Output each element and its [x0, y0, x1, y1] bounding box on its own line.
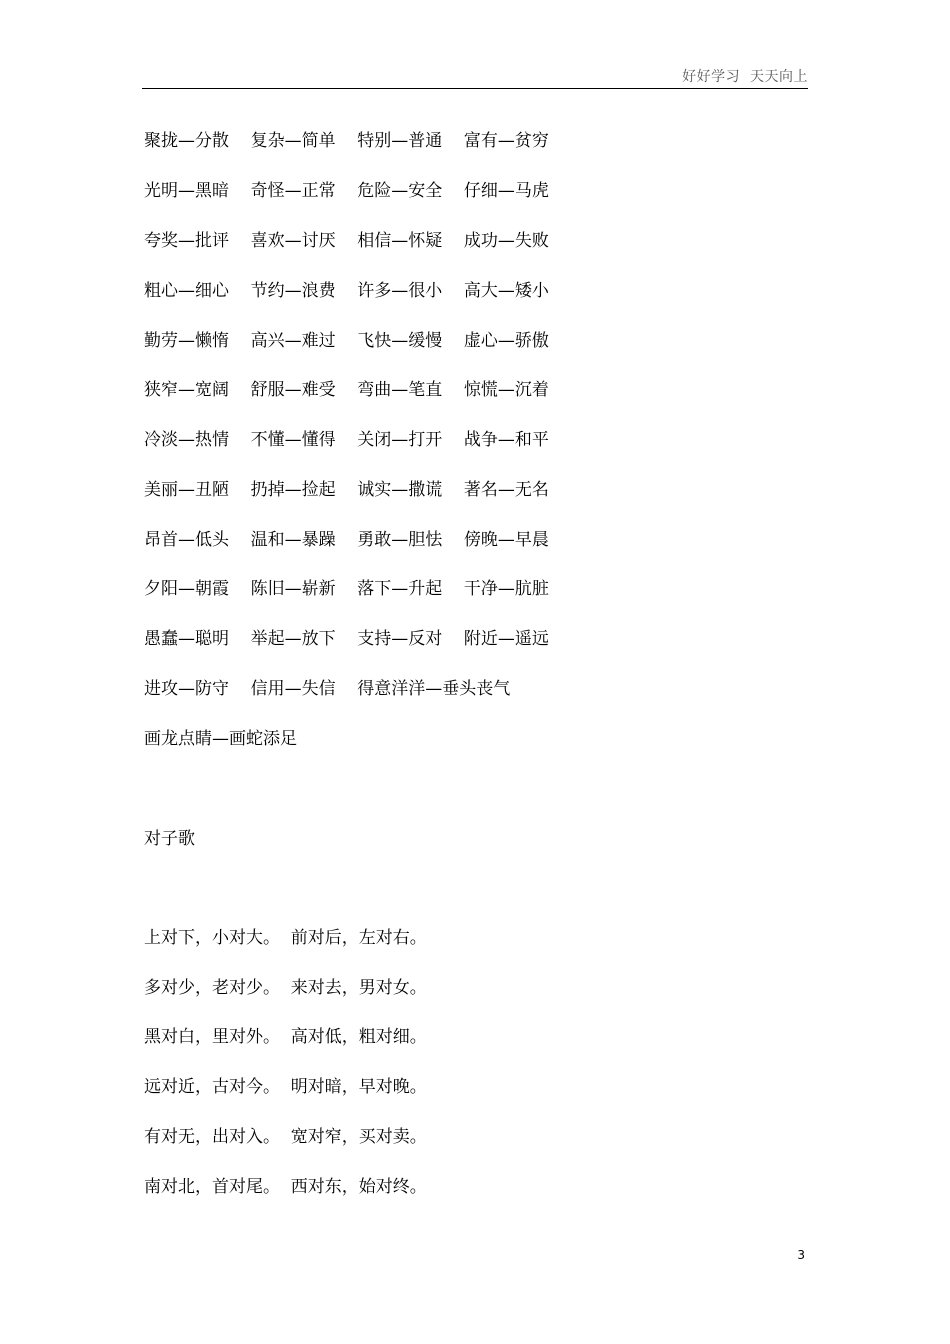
antonym-line: 愚蠢—聪明 举起—放下 支持—反对 附近—遥远: [144, 629, 549, 649]
header-title: 好好学习 天天向上: [682, 69, 808, 85]
antonym-line: 画龙点睛—画蛇添足: [144, 729, 297, 749]
antonym-line: 狭窄—宽阔 舒服—难受 弯曲—笔直 惊慌—沉着: [144, 380, 549, 400]
song-line: 黑对白，里对外。 高对低，粗对细。: [144, 1027, 427, 1047]
song-line: 南对北，首对尾。 西对东，始对终。: [144, 1177, 427, 1197]
song-title: 对子歌: [144, 829, 195, 849]
antonym-line: 进攻—防守 信用—失信 得意洋洋—垂头丧气: [144, 679, 511, 699]
song-line: 上对下，小对大。 前对后，左对右。: [144, 928, 427, 948]
antonym-line: 勤劳—懒惰 高兴—难过 飞快—缓慢 虚心—骄傲: [144, 331, 549, 351]
song-line: 远对近，古对今。 明对暗，早对晚。: [144, 1077, 427, 1097]
antonym-line: 光明—黑暗 奇怪—正常 危险—安全 仔细—马虎: [144, 181, 549, 201]
header-rule: [142, 88, 808, 89]
antonym-line: 昂首—低头 温和—暴躁 勇敢—胆怯 傍晚—早晨: [144, 530, 549, 550]
antonym-line: 聚拢—分散 复杂—简单 特别—普通 富有—贫穷: [144, 131, 549, 151]
page-number: 3: [797, 1248, 805, 1262]
antonym-line: 美丽—丑陋 扔掉—捡起 诚实—撒谎 著名—无名: [144, 480, 549, 500]
song-line: 多对少，老对少。 来对去，男对女。: [144, 978, 427, 998]
antonym-line: 粗心—细心 节约—浪费 许多—很小 高大—矮小: [144, 281, 549, 301]
antonym-line: 夸奖—批评 喜欢—讨厌 相信—怀疑 成功—失败: [144, 231, 549, 251]
antonym-line: 夕阳—朝霞 陈旧—崭新 落下—升起 干净—肮脏: [144, 579, 549, 599]
song-line: 有对无，出对入。 宽对窄，买对卖。: [144, 1127, 427, 1147]
antonym-line: 冷淡—热情 不懂—懂得 关闭—打开 战争—和平: [144, 430, 549, 450]
